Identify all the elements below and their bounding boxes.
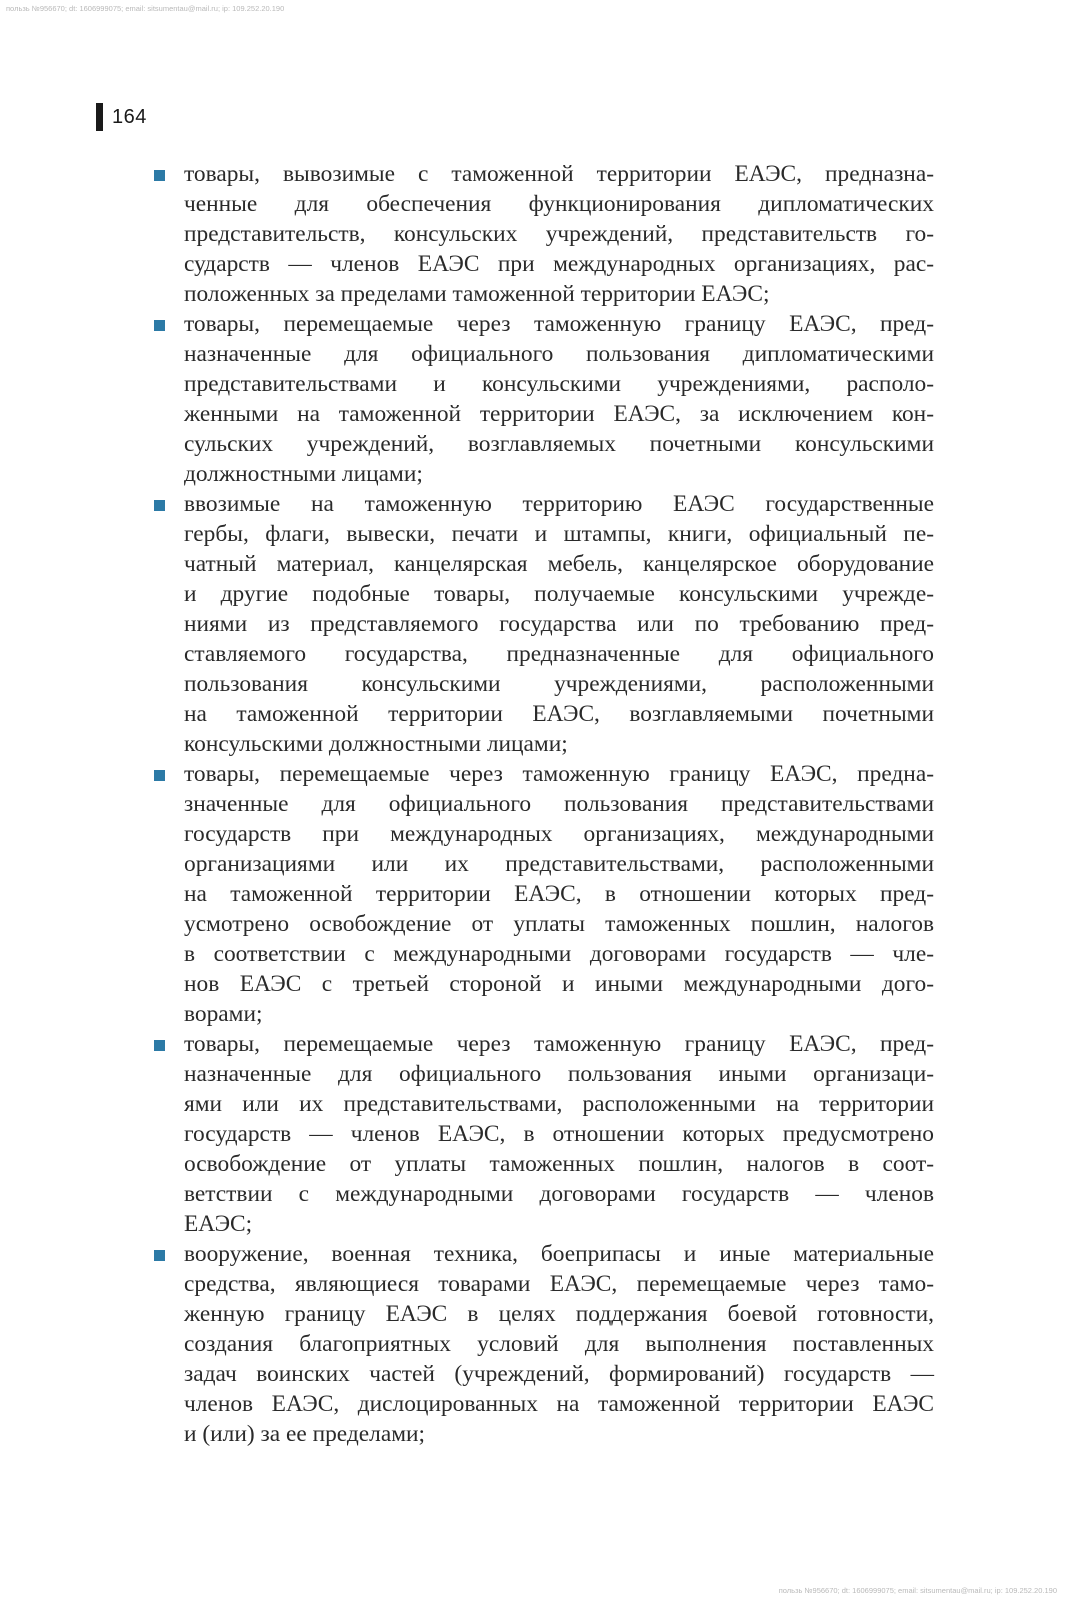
square-bullet-icon [154, 320, 165, 331]
square-bullet-icon [154, 770, 165, 781]
text-line: пользования консульскими учреждениями, расположенными [184, 671, 934, 697]
text-line: задач воинских частей (учреждений, формирований) государств — [184, 1361, 934, 1387]
text-line: ставляемого государства, предназначенные для официального [184, 641, 934, 667]
text-line: и (или) за ее пределами; [184, 1421, 426, 1447]
text-line: должностными лицами; [184, 461, 423, 487]
text-line: ЕАЭС; [184, 1211, 253, 1237]
text-line: ворами; [184, 1001, 263, 1027]
text-line: женными на таможенной территории ЕАЭС, за исключением кон- [184, 401, 934, 427]
square-bullet-icon [154, 170, 165, 181]
text-line: товары, перемещаемые через таможенную границу ЕАЭС, пред- [184, 311, 934, 337]
text-line: ченные для обеспечения функционирования дипломатических [184, 191, 934, 217]
square-bullet-icon [154, 1040, 165, 1051]
list-item [154, 309, 934, 489]
text-line: нов ЕАЭС с третьей стороной и иными международными дого- [184, 971, 934, 997]
list-item [154, 489, 934, 759]
square-bullet-icon [154, 500, 165, 511]
list-item [154, 1239, 934, 1449]
header-bar [96, 103, 103, 131]
text-line: ями или их представительствами, расположенными на территории [184, 1091, 934, 1117]
text-line: освобождение от уплаты таможенных пошлин, налогов в соот- [184, 1151, 934, 1177]
text-line: товары, вывозимые с таможенной территории ЕАЭС, предназна- [184, 161, 934, 187]
text-line: консульскими должностными лицами; [184, 731, 568, 757]
text-line: товары, перемещаемые через таможенную границу ЕАЭС, пред- [184, 1031, 934, 1057]
text-line: создания благоприятных условий для выполнения поставленных [184, 1331, 934, 1357]
text-line: и другие подобные товары, получаемые консульскими учрежде- [184, 581, 934, 607]
text-line: назначенные для официального пользования дипломатическими [184, 341, 934, 367]
text-line: гербы, флаги, вывески, печати и штампы, книги, официальный пе- [184, 521, 934, 547]
text-line: женную границу ЕАЭС в целях поддержания боевой готовности, [184, 1301, 934, 1327]
page-number: 164 [112, 105, 147, 128]
text-line: представительств, консульских учреждений, представительств го- [184, 221, 934, 247]
text-line: ниями из представляемого государства или по требованию пред- [184, 611, 934, 637]
text-line: положенных за пределами таможенной территории ЕАЭС; [184, 281, 770, 307]
text-line: ветствии с международными договорами государств — членов [184, 1181, 934, 1207]
text-line: средства, являющиеся товарами ЕАЭС, перемещаемые через тамо- [184, 1271, 934, 1297]
text-line: членов ЕАЭС, дислоцированных на таможенной территории ЕАЭС [184, 1391, 934, 1417]
text-line: назначенные для официального пользования иными организаци- [184, 1061, 934, 1087]
watermark-bottom: пользь №956670; dt: 1606999075; email: sitsumentau@mail.ru; ip: 109.252.20.190 [778, 1586, 1057, 1595]
text-line: в соответствии с международными договорами государств — чле- [184, 941, 934, 967]
watermark-top: пользь №956670; dt: 1606999075; email: sitsumentau@mail.ru; ip: 109.252.20.190 [6, 4, 285, 13]
list-item [154, 159, 934, 309]
text-line: значенные для официального пользования представительствами [184, 791, 934, 817]
list-item [154, 759, 934, 1029]
text-line: товары, перемещаемые через таможенную границу ЕАЭС, предна- [184, 761, 934, 787]
page-header [96, 103, 147, 131]
text-line: представительствами и консульскими учреждениями, располо- [184, 371, 934, 397]
text-line: сударств — членов ЕАЭС при международных организациях, рас- [184, 251, 934, 277]
text-line: на таможенной территории ЕАЭС, в отношении которых пред- [184, 881, 934, 907]
bullet-list [154, 159, 934, 1449]
list-item [154, 1029, 934, 1239]
text-line: чатный материал, канцелярская мебель, канцелярское оборудование [184, 551, 934, 577]
text-line: организациями или их представительствами, расположенными [184, 851, 934, 877]
text-line: вооружение, военная техника, боеприпасы и иные материальные [184, 1241, 934, 1267]
text-line: государств — членов ЕАЭС, в отношении которых предусмотрено [184, 1121, 934, 1147]
text-line: ввозимые на таможенную территорию ЕАЭС государственные [184, 491, 934, 517]
text-line: усмотрено освобождение от уплаты таможенных пошлин, налогов [184, 911, 934, 937]
square-bullet-icon [154, 1250, 165, 1261]
text-line: на таможенной территории ЕАЭС, возглавляемыми почетными [184, 701, 934, 727]
text-line: государств при международных организациях, международными [184, 821, 934, 847]
text-line: сульских учреждений, возглавляемых почетными консульскими [184, 431, 934, 457]
